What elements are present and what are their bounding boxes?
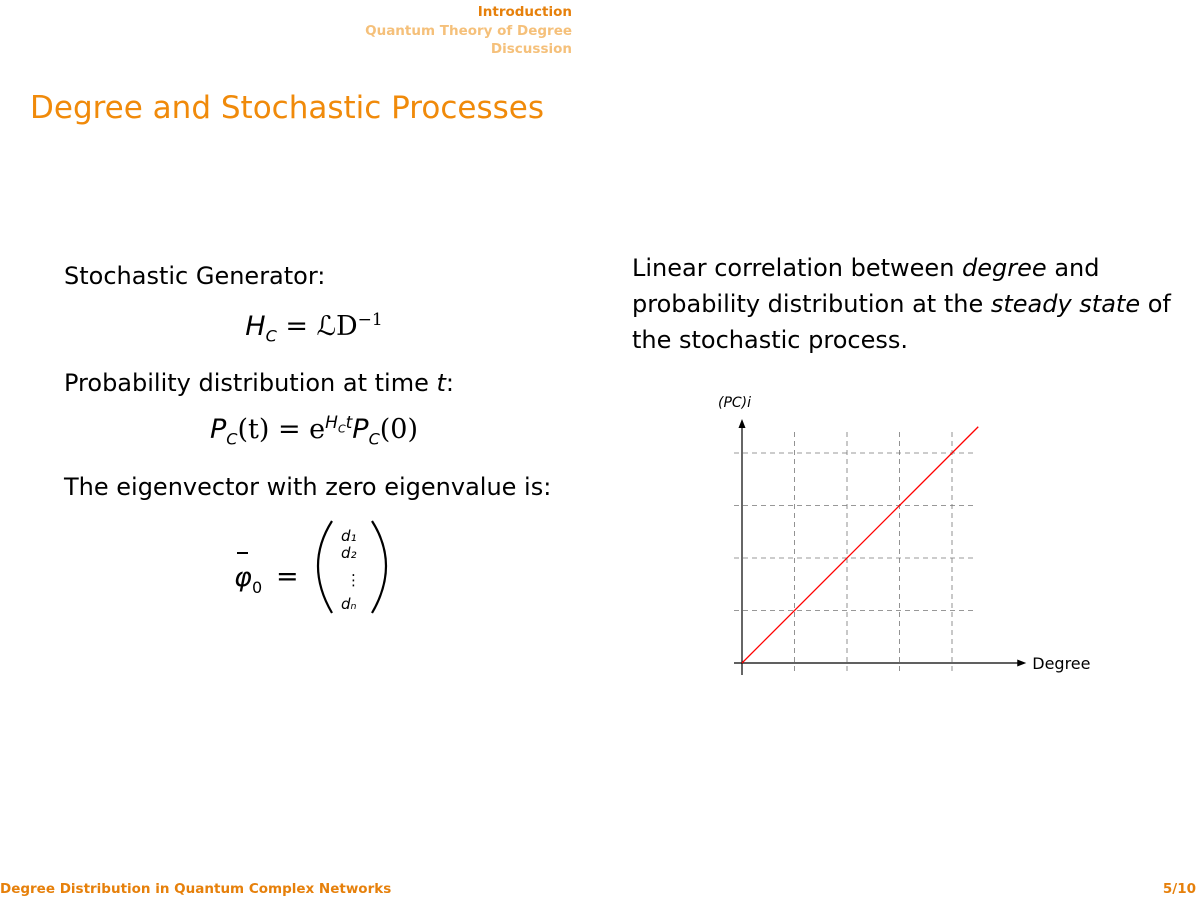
vector-entry-n: dₙ xyxy=(341,594,357,613)
probability-equation: $P_C(t) = e^{H_Ct}P_C(0)$ xyxy=(209,413,419,449)
generator-equation: $H_C$ = ℒD$^{-1}$ xyxy=(245,310,383,346)
eigenvector-label: The eigenvector with zero eigenvalue is: xyxy=(64,472,552,501)
eigenvector-equation xyxy=(64,513,594,623)
nav-item-introduction[interactable]: Introduction xyxy=(477,4,572,20)
page-number: 5/10 xyxy=(1162,881,1196,897)
right-column-text: Linear correlation between degree and probability distribution at the steady state of the stochastic process. xyxy=(632,254,1171,354)
series-line xyxy=(742,427,978,663)
probability-label: Probability distribution at time t: xyxy=(64,369,455,398)
left-paren xyxy=(318,521,332,613)
section-navigation xyxy=(365,3,572,59)
x-axis-label: Degree xyxy=(1032,654,1090,673)
vector-entry-dots: ⋮ xyxy=(346,570,361,589)
degree-probability-chart xyxy=(690,385,1090,695)
phi-subscript: 0 xyxy=(252,577,263,597)
phi-symbol: φ xyxy=(234,561,252,593)
y-axis-label: (PC)i xyxy=(718,395,752,411)
generator-label: Stochastic Generator: xyxy=(64,262,326,290)
vector-entry-1: d₁ xyxy=(341,526,357,545)
x-axis-arrowhead xyxy=(1017,660,1026,667)
left-column xyxy=(64,258,594,623)
equals-sign: = xyxy=(276,560,299,592)
nav-item-quantum-theory[interactable]: Quantum Theory of Degree xyxy=(365,22,572,39)
right-paren xyxy=(372,521,386,613)
y-axis-arrowhead xyxy=(739,419,746,428)
frame-title: Degree and Stochastic Processes xyxy=(30,90,544,126)
vector-entry-2: d₂ xyxy=(341,543,357,562)
footer-title: Degree Distribution in Quantum Complex Networks xyxy=(0,881,392,897)
nav-item-discussion[interactable]: Discussion xyxy=(490,41,572,57)
